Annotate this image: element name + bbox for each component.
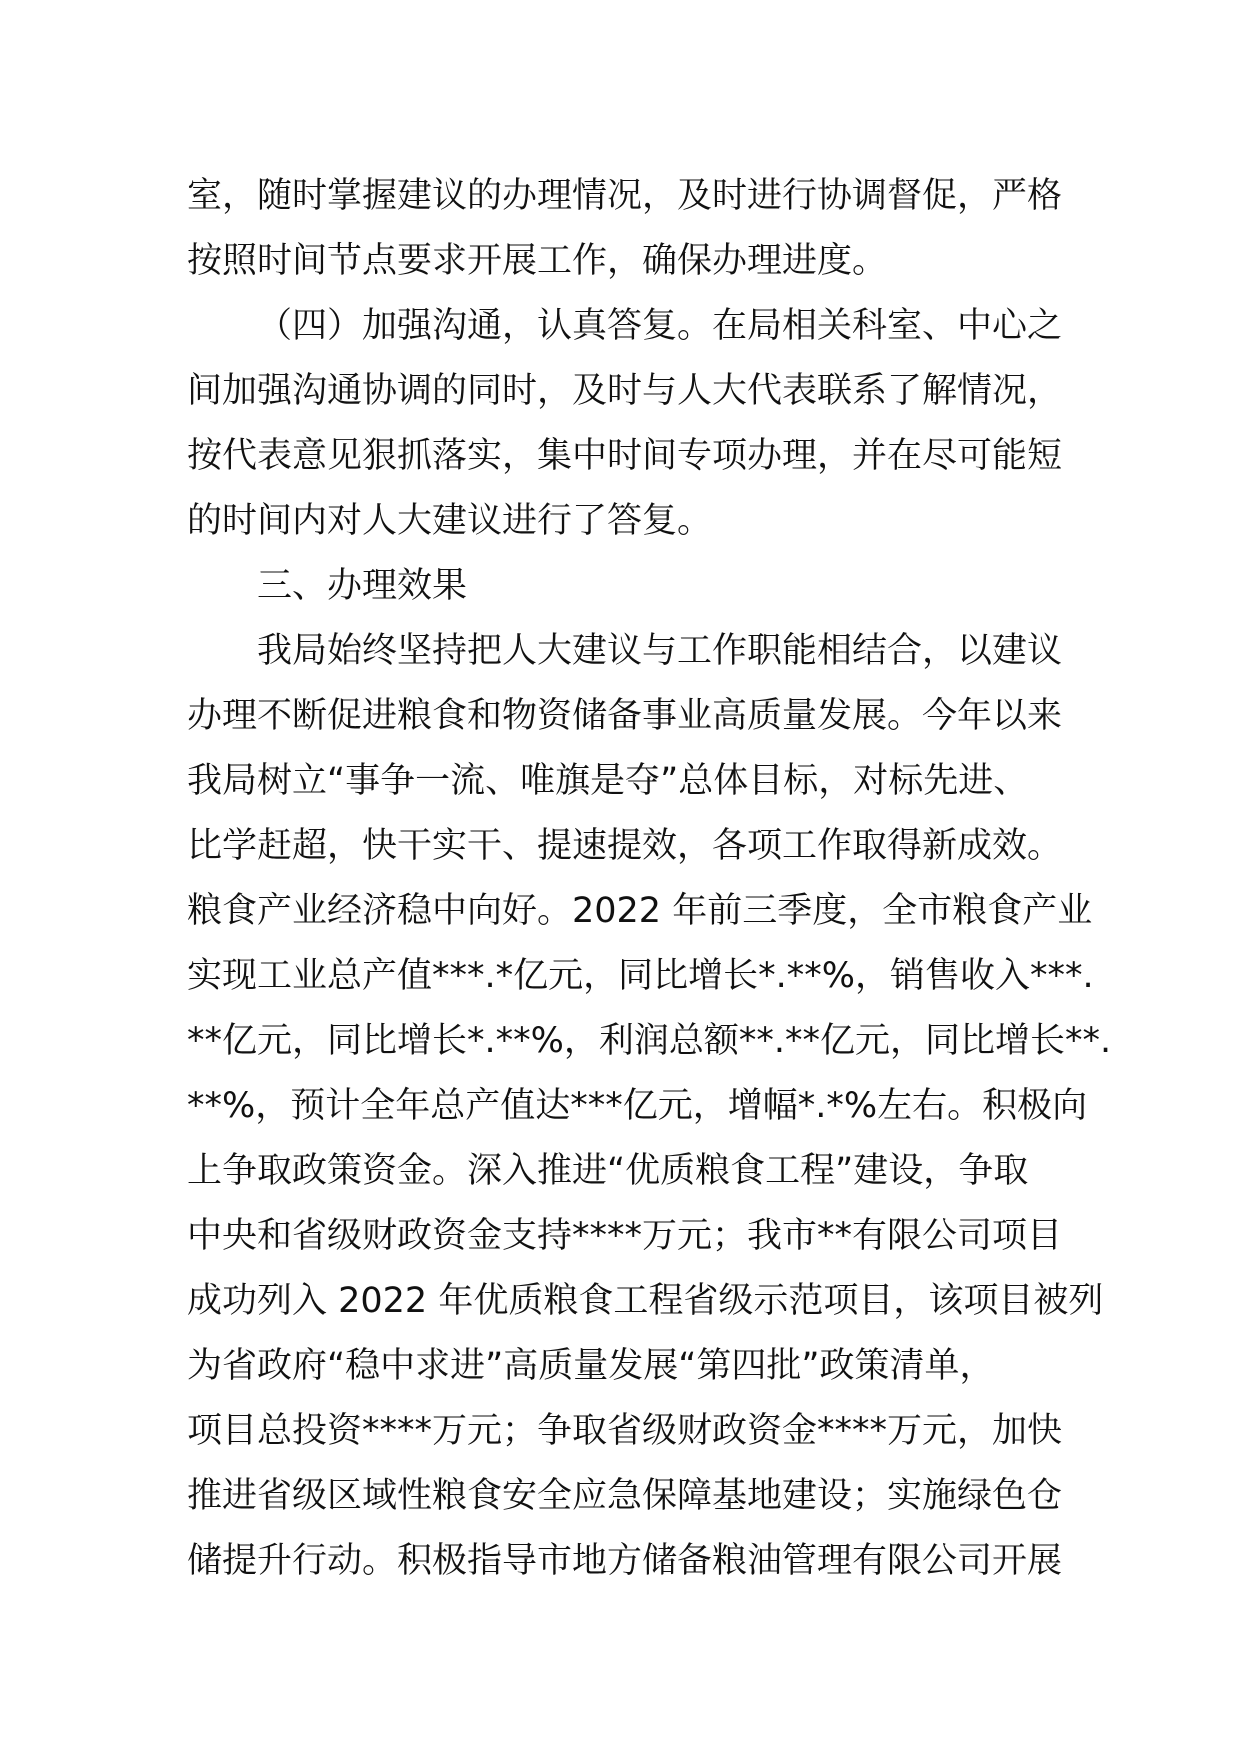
text-line: 按代表意见狠抓落实，集中时间专项办理，并在尽可能短: [187, 436, 1063, 476]
text-line: **%，预计全年总产值达***亿元，增幅*.*%左右。积极向: [187, 1086, 1088, 1126]
text-line: **亿元，同比增长*.**%，利润总额**.**亿元，同比增长**.: [187, 1021, 1112, 1061]
text-line: 推进省级区域性粮食安全应急保障基地建设；实施绿色仓: [187, 1476, 1063, 1516]
text-line: 项目总投资****万元；争取省级财政资金****万元，加快: [187, 1411, 1063, 1451]
text-line: 储提升行动。积极指导市地方储备粮油管理有限公司开展: [187, 1541, 1063, 1581]
text-line: 成功列入 2022 年优质粮食工程省级示范项目，该项目被列: [187, 1281, 1104, 1321]
body-text: [187, 164, 1112, 1594]
section-heading-4: （四）加强沟通，认真答复。在局相关科室、中心之: [257, 306, 1063, 346]
text-line: 我局树立“事争一流、唯旗是夺”总体目标，对标先进、: [187, 761, 1029, 801]
text-line: 为省政府“稳中求进”高质量发展“第四批”政策清单，: [187, 1346, 995, 1386]
paragraph-start: 我局始终坚持把人大建议与工作职能相结合，以建议: [257, 631, 1063, 671]
text-line: 办理不断促进粮食和物资储备事业高质量发展。今年以来: [187, 696, 1063, 736]
text-line: 实现工业总产值***.*亿元，同比增长*.**%，销售收入***.: [187, 956, 1094, 996]
text-line: 中央和省级财政资金支持****万元；我市**有限公司项目: [187, 1216, 1063, 1256]
text-line: 间加强沟通协调的同时，及时与人大代表联系了解情况，: [187, 371, 1063, 411]
text-line: 粮食产业经济稳中向好。2022 年前三季度，全市粮食产业: [187, 891, 1093, 931]
section-heading-results: 三、办理效果: [257, 566, 468, 606]
text-line: 的时间内对人大建议进行了答复。: [187, 501, 713, 541]
text-line: 上争取政策资金。深入推进“优质粮食工程”建设，争取: [187, 1151, 1029, 1191]
text-line: 按照时间节点要求开展工作，确保办理进度。: [187, 241, 888, 281]
text-line: 比学赶超，快干实干、提速提效，各项工作取得新成效。: [187, 826, 1063, 866]
text-line: 室，随时掌握建议的办理情况，及时进行协调督促，严格: [187, 176, 1063, 216]
